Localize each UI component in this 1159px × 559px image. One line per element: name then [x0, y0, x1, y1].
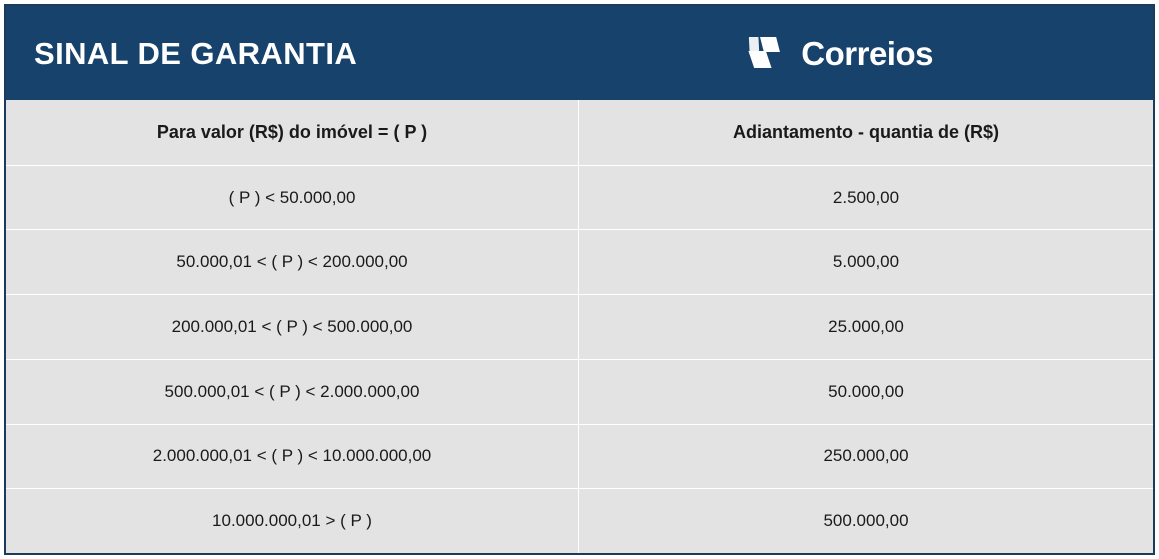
cell-advance-amount: 2.500,00: [579, 165, 1153, 230]
card-header: [6, 6, 1153, 100]
column-header-property-value: Para valor (R$) do imóvel = ( P ): [6, 100, 579, 165]
table-header-row: [6, 100, 1153, 165]
table-row: [6, 424, 1153, 489]
table-row: [6, 165, 1153, 230]
cell-advance-amount: 25.000,00: [579, 294, 1153, 359]
page-title: SINAL DE GARANTIA: [34, 35, 358, 71]
table-row: [6, 294, 1153, 359]
correios-chevron-logo-icon: [743, 35, 789, 71]
values-table: [6, 100, 1153, 553]
cell-advance-amount: 50.000,00: [579, 359, 1153, 424]
table-row: [6, 488, 1153, 553]
cell-advance-amount: 500.000,00: [579, 488, 1153, 553]
table-row: [6, 359, 1153, 424]
brand-logo: [743, 35, 1123, 71]
cell-property-range: 500.000,01 < ( P ) < 2.000.000,00: [6, 359, 579, 424]
cell-property-range: 2.000.000,01 < ( P ) < 10.000.000,00: [6, 424, 579, 489]
cell-property-range: 50.000,01 < ( P ) < 200.000,00: [6, 229, 579, 294]
guarantee-table-card: [4, 4, 1155, 555]
cell-property-range: 10.000.000,01 > ( P ): [6, 488, 579, 553]
cell-advance-amount: 250.000,00: [579, 424, 1153, 489]
cell-property-range: ( P ) < 50.000,00: [6, 165, 579, 230]
brand-name: Correios: [801, 34, 933, 72]
cell-property-range: 200.000,01 < ( P ) < 500.000,00: [6, 294, 579, 359]
table-row: [6, 229, 1153, 294]
column-header-advance-amount: Adiantamento - quantia de (R$): [732, 121, 999, 142]
cell-advance-amount: 5.000,00: [579, 229, 1153, 294]
